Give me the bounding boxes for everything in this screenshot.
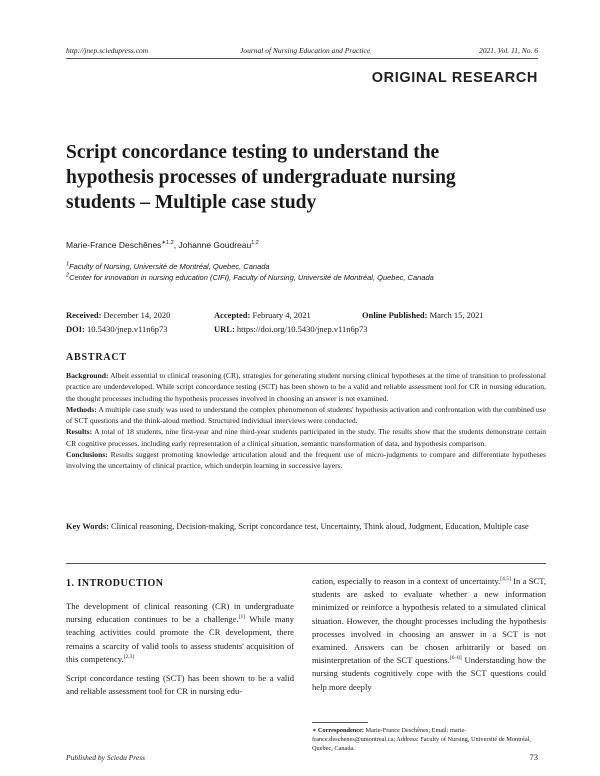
doi-value[interactable]: 10.5430/jnep.v11n6p73: [87, 324, 168, 334]
page-number: 73: [529, 752, 538, 762]
affiliation-2-sup: 2: [66, 272, 70, 279]
abstract-heading: ABSTRACT: [66, 352, 127, 363]
accepted-value: February 4, 2021: [252, 310, 311, 320]
published-date: [362, 310, 484, 320]
header-volume: 2021, Vol. 11, No. 6: [478, 46, 538, 55]
intro-p2-text: Script concordance testing (SCT) has been shown to be a valid and reliable assessment tool for CR in nursing edu-: [66, 673, 294, 697]
results-label: Results:: [66, 427, 93, 437]
intro-r2-text: In a SCT, students are asked to evaluate whether a new information minimized or reinforce a hypothesis related to a simulated clinical situation. However, the thought processes including the hypothesis processes involved in choosing an answer in a SCT is not examined. Answers can be chosen arbitrarily or based on misinterpretation of the SCT questions.: [312, 576, 546, 666]
received-date: [66, 310, 170, 320]
intro-left-column: [66, 600, 294, 698]
doi-url: [214, 324, 367, 334]
intro-heading: 1. INTRODUCTION: [66, 578, 164, 589]
author-1-sup: ∗1,2: [161, 240, 174, 247]
citation[interactable]: [4,5]: [500, 576, 511, 583]
section-rule: [66, 563, 546, 564]
abstract-conclusions: [66, 449, 546, 472]
intro-paragraph-1: [66, 600, 294, 666]
intro-paragraph-2: [66, 672, 294, 698]
intro-paragraph-2-cont: [312, 575, 546, 694]
intro-p1-text: The development of clinical reasoning (CR) in undergraduate nursing education continues to be a challenge.: [66, 601, 294, 625]
conclusions-label: Conclusions:: [66, 450, 108, 460]
author-2-sup: 1,2: [251, 240, 259, 247]
keywords-text: Clinical reasoning, Decision-making, Script concordance test, Uncertainty, Think aloud, Judgment, Education, Multiple case: [110, 522, 529, 531]
received-label: Received:: [66, 310, 102, 320]
accepted-label: Accepted:: [214, 310, 251, 320]
affiliation-1-text: Faculty of Nursing, Université de Montréal, Quebec, Canada: [69, 262, 270, 271]
correspondence-footnote: [312, 726, 546, 754]
doi-label: DOI:: [66, 324, 85, 334]
keywords: [66, 521, 546, 533]
header-journal: Journal of Nursing Education and Practice: [240, 46, 371, 55]
methods-text: A multiple case study was used to understand the complex phenomenon of students' hypothesis activation and confrontation with the combined use of SCT questions and the think-aloud method. Structured individual interviews were conducted.: [66, 404, 547, 426]
doi: [66, 324, 167, 334]
citation[interactable]: [6–8]: [449, 655, 462, 662]
methods-label: Methods:: [66, 404, 97, 414]
citation[interactable]: [1]: [238, 614, 246, 621]
abstract-background: [66, 370, 546, 404]
intro-p1b-text: While many teaching activities could promote the CR development, there remains a scarcity of valid tools to assess students' acquisition of this competency.: [66, 614, 295, 664]
published-label: Online Published:: [362, 310, 428, 320]
keywords-label: Key Words:: [66, 522, 109, 531]
results-text: A total of 18 students, nine first-year and nine third-year students participated in the study. The results show that the students demonstrate certain CR cognitive processes, including early representation of a clinical situation, semantic transformation of data, and hypothesis comparison.: [66, 427, 546, 448]
footnote-label: ∗ Correspondence:: [312, 727, 364, 734]
header-url: http://jnep.sciedupress.com: [66, 46, 149, 55]
author-1: Marie-France Deschênes: [66, 240, 162, 250]
received-value: December 14, 2020: [103, 310, 171, 320]
background-label: Background:: [66, 371, 109, 380]
affiliation-2: [66, 273, 434, 282]
author-sep: ,: [173, 240, 179, 250]
header-rule: [66, 58, 538, 59]
intro-r3-text: Understanding how the nursing students cognitively cope with the SCT questions could help more deeply: [312, 655, 546, 692]
footnote-rule: [312, 722, 368, 723]
published-value: March 15, 2021: [429, 310, 484, 320]
affiliation-2-text: Center for innovation in nursing education (CIFI), Faculty of Nursing, Université de Montréal, Quebec, Canada: [69, 273, 434, 282]
intro-r1-text: cation, especially to reason in a context of uncertainty.: [312, 576, 501, 586]
background-text: Albeit essential to clinical reasoning (CR), strategies for generating student nursing clinical hypotheses at the time of transition to professional practice are underdeveloped. While script concordance testing (SCT) has been shown to be a valid and reliable assessment tool for CR in nursing education, the thought processes including the hypothesis processes involved in choosing an answer is not examined.: [66, 371, 546, 403]
abstract-results: [66, 426, 546, 449]
author-2: Johanne Goudreau: [178, 240, 252, 250]
authors: [66, 240, 259, 250]
abstract-methods: [66, 404, 546, 427]
url-link[interactable]: https://doi.org/10.5430/jnep.v11n6p73: [236, 324, 368, 334]
footer-publisher: Published by Sciedu Press: [66, 753, 146, 762]
citation[interactable]: [2,3]: [123, 653, 135, 660]
intro-right-column: [312, 575, 546, 694]
section-label: ORIGINAL RESEARCH: [371, 70, 538, 86]
affiliation-1-sup: 1: [66, 261, 70, 268]
paper-title: Script concordance testing to understand the hypothesis processes of undergraduate nursing students – Multiple case study: [66, 142, 456, 213]
conclusions-text: Results suggest promoting knowledge articulation aloud and the frequent use of micro-judgments to compare and differentiate hypotheses involving the uncertainty of clinical practice, which underpin learning in successive layers.: [66, 450, 546, 471]
abstract-body: [66, 370, 546, 472]
affiliation-1: [66, 262, 270, 271]
footnote-text: Marie-France Deschênes; Email: marie-france.deschenes@umontreal.ca; Address: Faculty of Nursing, Université de Montréal, Quebec, Canada.: [312, 727, 531, 753]
accepted-date: [214, 310, 311, 320]
url-label: URL:: [214, 324, 235, 334]
